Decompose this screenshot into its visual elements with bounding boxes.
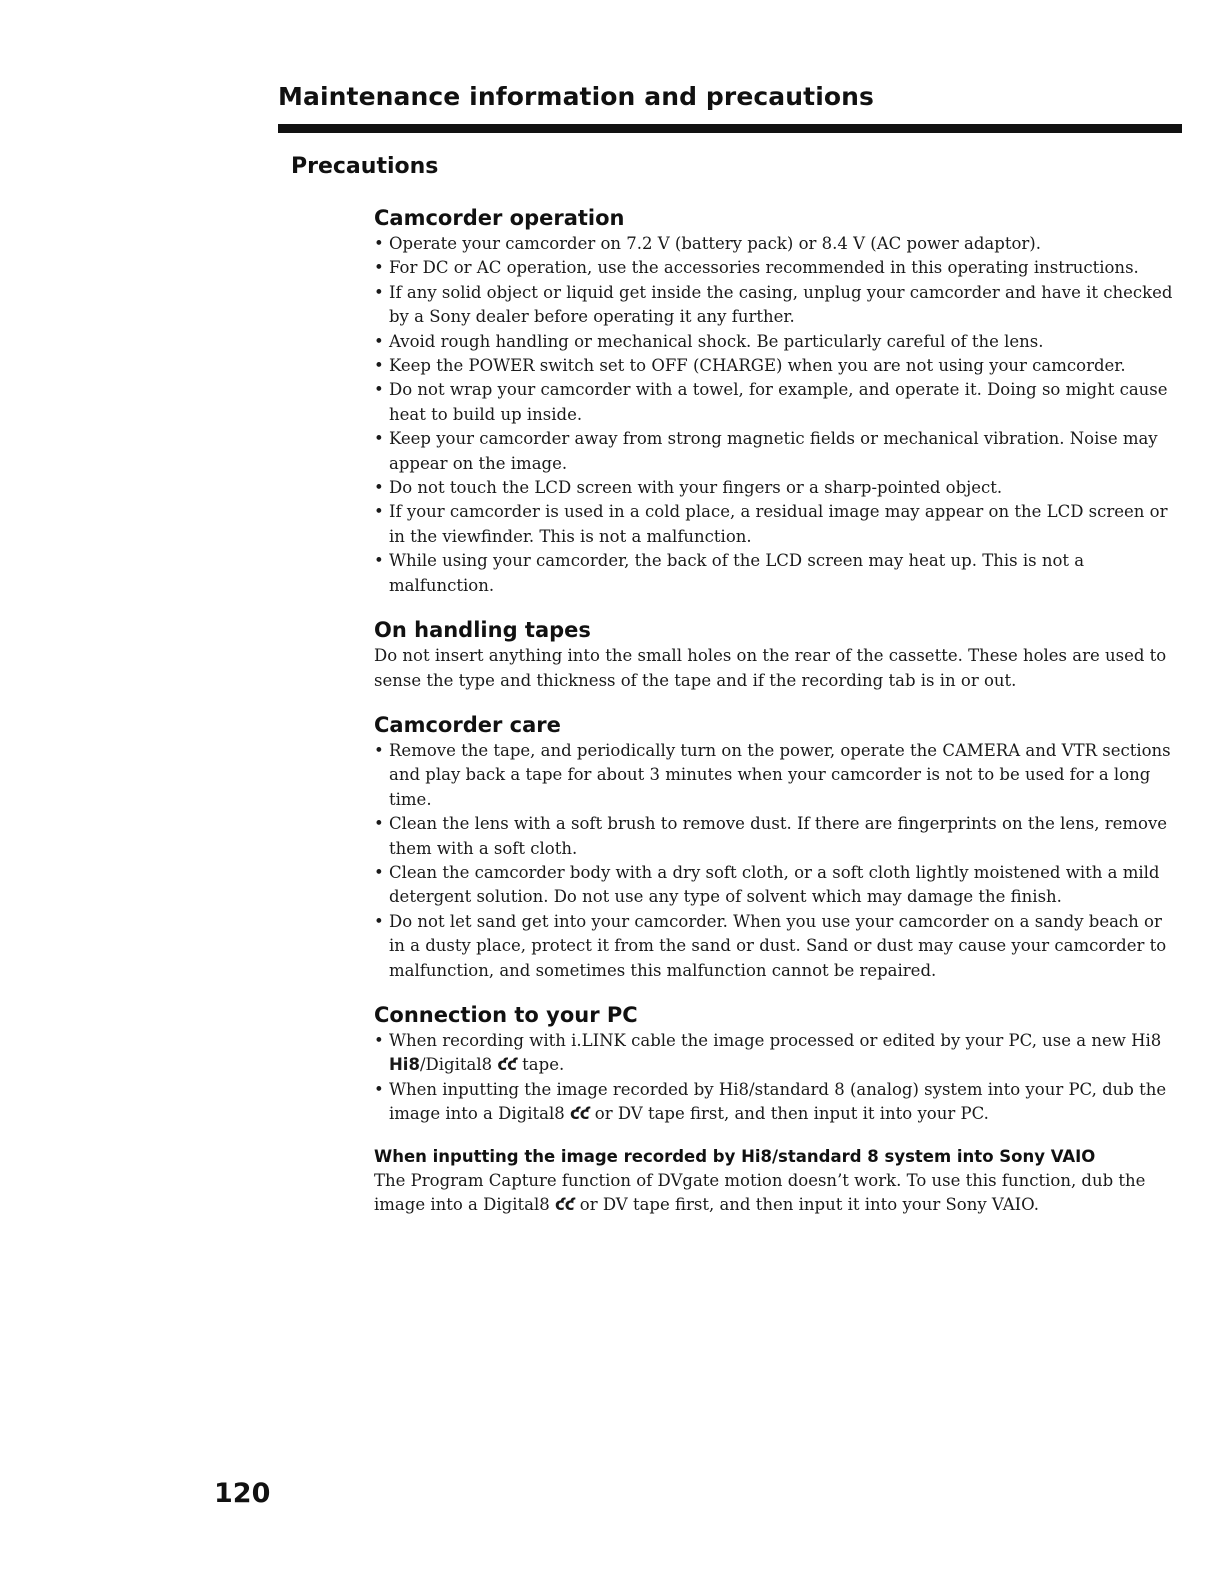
- connection-item1-mid: /Digital8: [419, 1055, 498, 1075]
- handling-tapes-heading: On handling tapes: [374, 618, 591, 643]
- list-item: • If your camcorder is used in a cold place, a residual image may appear on the LCD screen or in the viewfinder. This is not a malfunction.: [374, 500, 1174, 549]
- page-number: 120: [214, 1478, 271, 1509]
- connection-item2-post: or DV tape first, and then input it into your PC.: [589, 1104, 989, 1124]
- list-item: • While using your camcorder, the back of the LCD screen may heat up. This is not a malfunction.: [374, 549, 1174, 598]
- handling-tapes-section: [374, 616, 1174, 693]
- list-item: [374, 1029, 1174, 1078]
- header-title: Maintenance information and precautions: [278, 82, 875, 111]
- list-item: [374, 1078, 1174, 1127]
- connection-item2-pre: When inputting the image recorded by Hi8/standard 8 (analog) system into your PC, dub the image into a Digital8: [389, 1079, 1167, 1124]
- connection-item1-post: tape.: [516, 1055, 565, 1075]
- hi8-logo-icon: Hi8: [389, 1055, 420, 1075]
- camcorder-care-list: [374, 739, 1174, 983]
- section-title: Precautions: [291, 154, 439, 179]
- camcorder-operation-list: [374, 232, 1174, 598]
- digital8-logo-icon: ƈƈ: [569, 1104, 590, 1124]
- list-item: • Keep your camcorder away from strong magnetic fields or mechanical vibration. Noise may appear on the image.: [374, 427, 1174, 476]
- list-item: • Do not let sand get into your camcorder. When you use your camcorder on a sandy beach or in a dusty place, protect it from the sand or dust. Sand or dust may cause your camcorder to malfunction, and sometimes this malfunction cannot be repaired.: [374, 910, 1174, 983]
- camcorder-operation-section: [374, 204, 1174, 598]
- camcorder-care-heading: Camcorder care: [374, 712, 561, 737]
- list-item: • Operate your camcorder on 7.2 V (battery pack) or 8.4 V (AC power adaptor).: [374, 232, 1174, 256]
- list-item: • Clean the lens with a soft brush to remove dust. If there are fingerprints on the lens, remove them with a soft cloth.: [374, 812, 1174, 861]
- vaio-heading: When inputting the image recorded by Hi8/standard 8 system into Sony VAIO: [374, 1146, 1096, 1166]
- handling-tapes-text: Do not insert anything into the small holes on the rear of the cassette. These holes are used to sense the type and thickness of the tape and if the recording tab is in or out.: [374, 646, 1167, 690]
- list-item: • Do not wrap your camcorder with a towel, for example, and operate it. Doing so might cause heat to build up inside.: [374, 378, 1174, 427]
- connection-pc-list: [374, 1029, 1174, 1127]
- camcorder-operation-heading: Camcorder operation: [374, 206, 625, 230]
- list-item: • Keep the POWER switch set to OFF (CHARGE) when you are not using your camcorder.: [374, 354, 1174, 378]
- list-item: • If any solid object or liquid get inside the casing, unplug your camcorder and have it checked by a Sony dealer before operating it any further.: [374, 281, 1174, 330]
- vaio-text-pre: The Program Capture function of DVgate motion doesn’t work. To use this function, dub the image into a Digital8: [374, 1170, 1146, 1214]
- list-item: • Remove the tape, and periodically turn on the power, operate the CAMERA and VTR sections and play back a tape for about 3 minutes when your camcorder is not to be used for a long time.: [374, 739, 1174, 812]
- connection-pc-section: [374, 1001, 1174, 1127]
- digital8-logo-icon: ƈƈ: [497, 1055, 517, 1075]
- digital8-logo-icon: ƈƈ: [554, 1195, 575, 1214]
- list-item: • Do not touch the LCD screen with your fingers or a sharp-pointed object.: [374, 476, 1174, 500]
- vaio-section: [374, 1145, 1174, 1218]
- content-column: [374, 204, 1174, 1235]
- vaio-text: [374, 1169, 1174, 1218]
- list-item: • Avoid rough handling or mechanical shock. Be particularly careful of the lens.: [374, 330, 1174, 354]
- connection-item1-pre: When recording with i.LINK cable the image processed or edited by your PC, use a new Hi8: [389, 1030, 1162, 1050]
- vaio-text-post: or DV tape first, and then input it into your Sony VAIO.: [574, 1195, 1039, 1214]
- list-item: • For DC or AC operation, use the accessories recommended in this operating instructions.: [374, 256, 1174, 280]
- header-rule: [278, 124, 1182, 133]
- camcorder-care-section: [374, 711, 1174, 983]
- list-item: • Clean the camcorder body with a dry soft cloth, or a soft cloth lightly moistened with a mild detergent solution. Do not use any type of solvent which may damage the finish.: [374, 861, 1174, 910]
- connection-pc-heading: Connection to your PC: [374, 1002, 638, 1027]
